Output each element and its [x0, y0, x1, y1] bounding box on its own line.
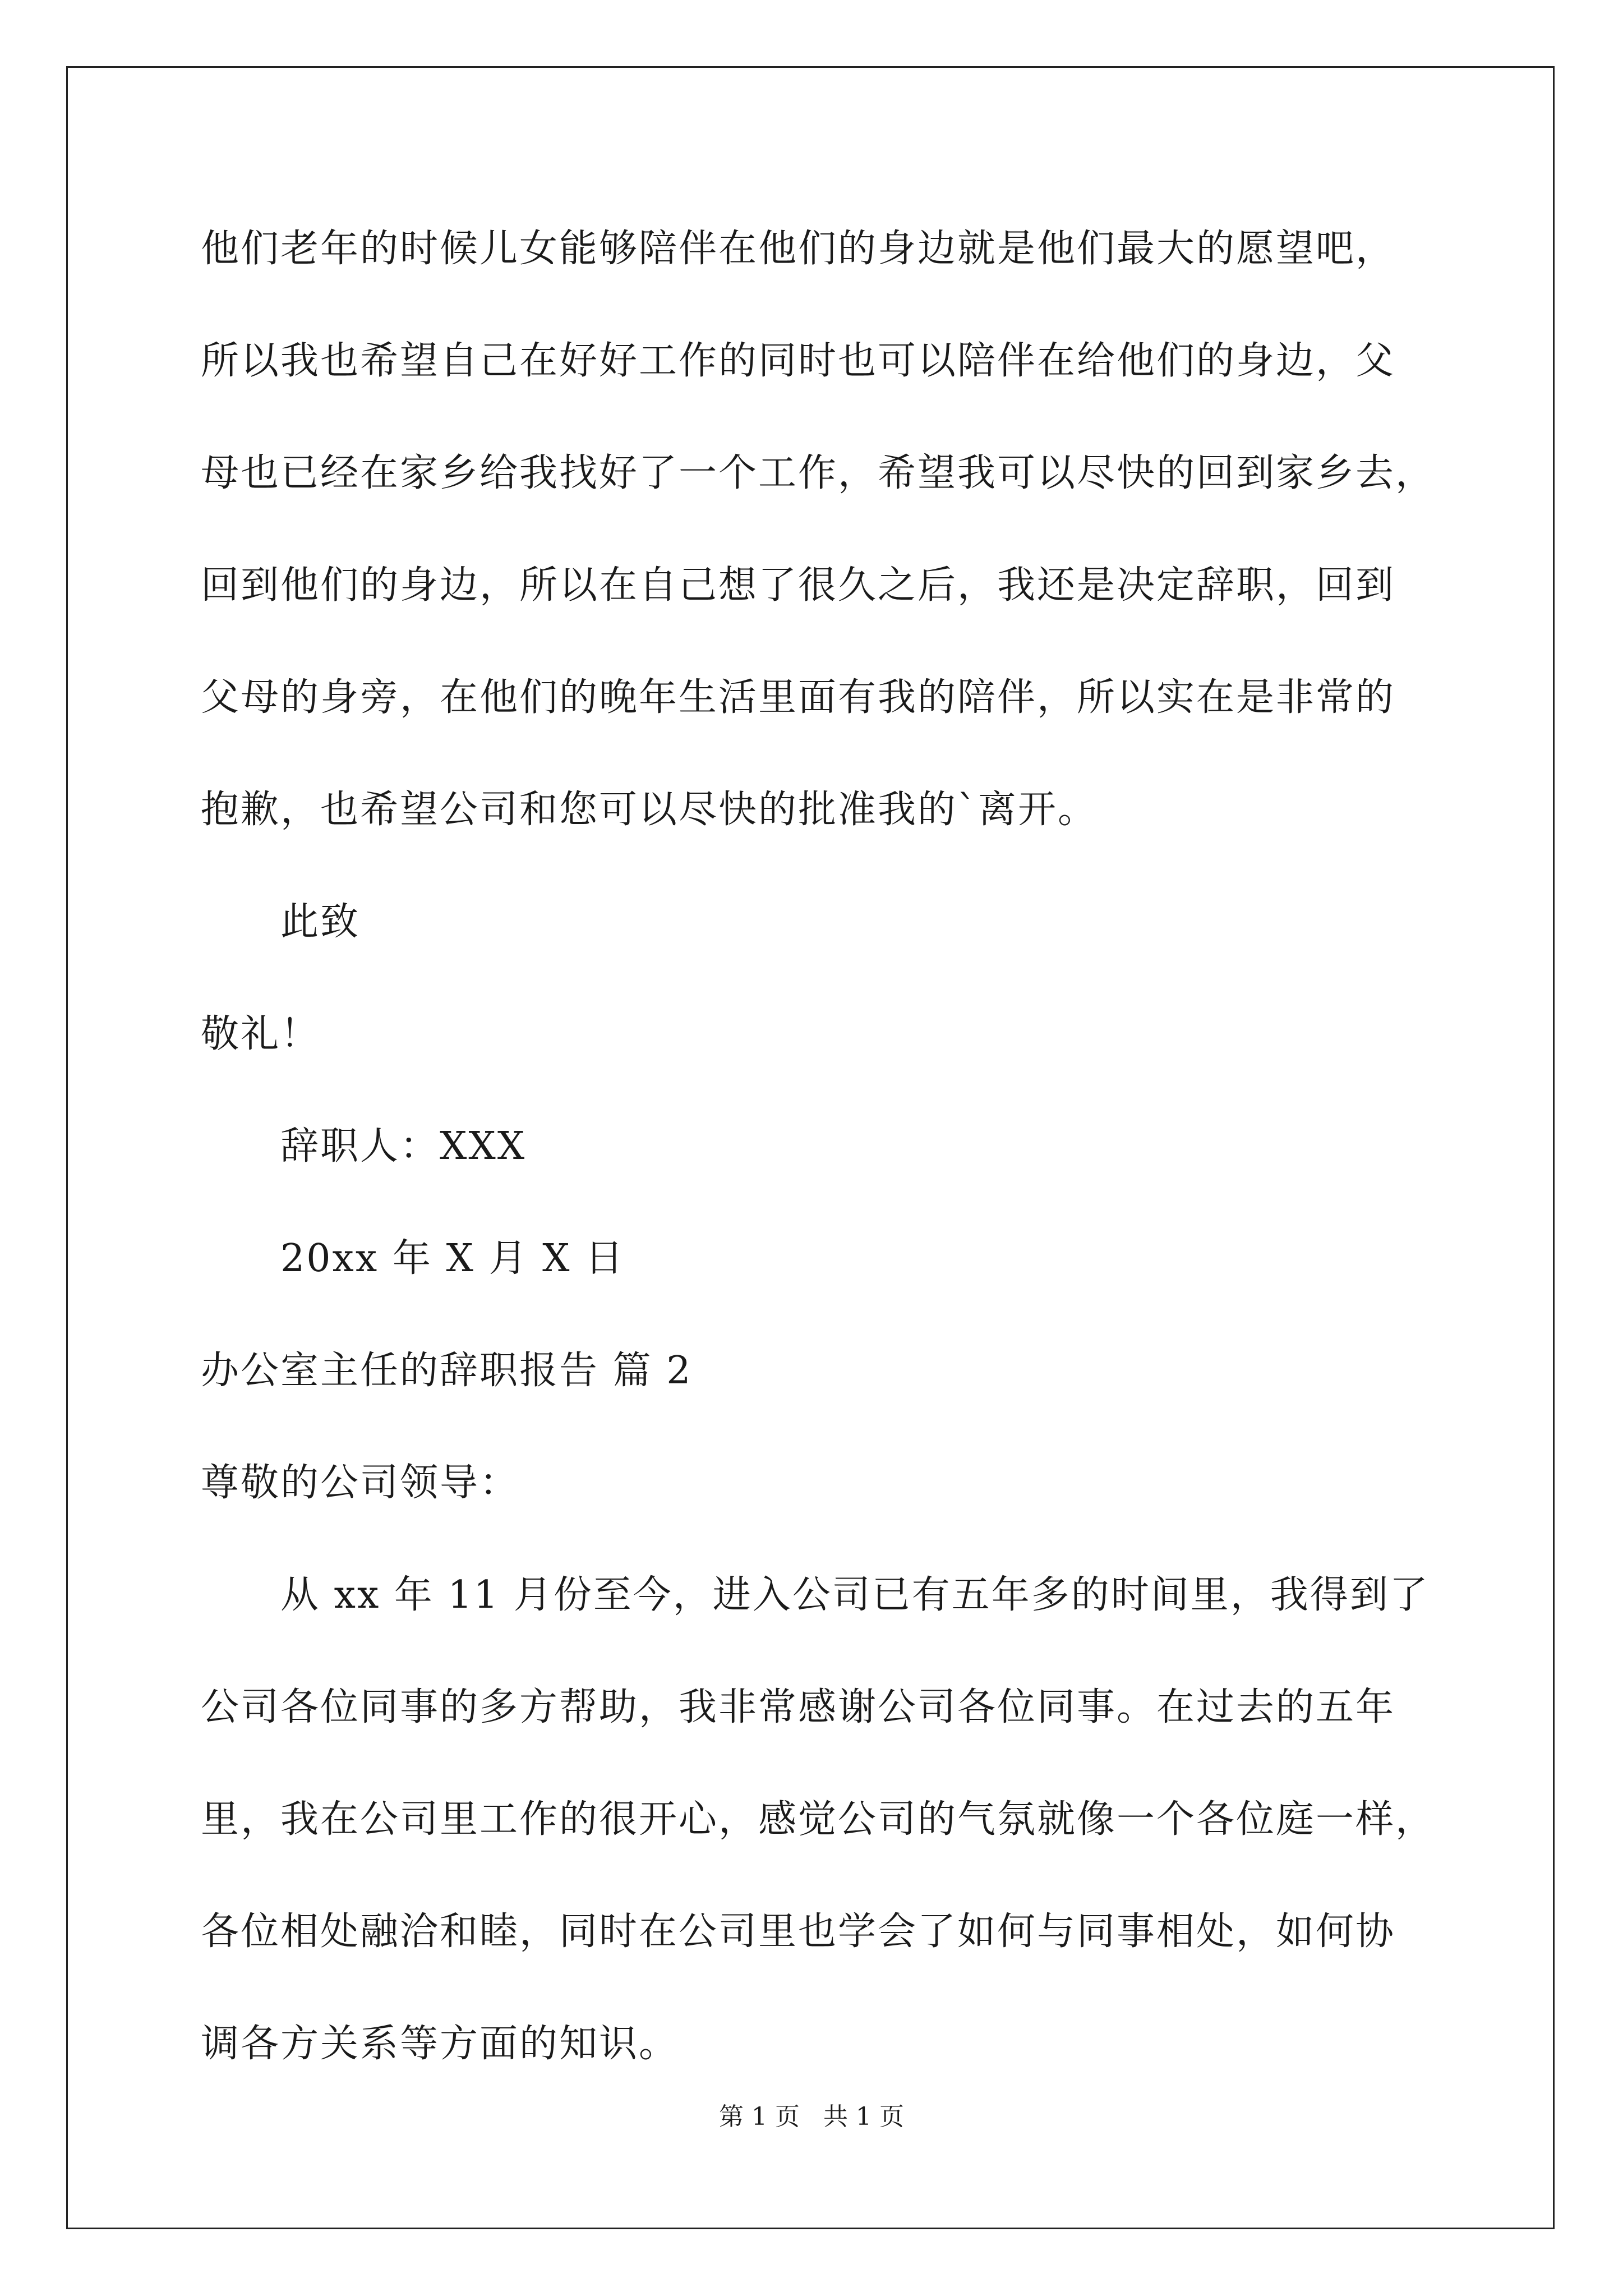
date-text: 20xx 年 X 月 X 日	[280, 1236, 625, 1281]
body-line-4: 回到他们的身边，所以在自己想了很久之后，我还是决定辞职，回到	[201, 563, 1396, 608]
page-footer: 第 1 页 共 1 页	[719, 2102, 904, 2131]
para2-line-5: 调各方关系等方面的知识。	[201, 2022, 679, 2066]
body-line-6: 抱歉，也希望公司和您可以尽快的批准我的`离开。	[201, 788, 1098, 832]
closing-text: 此致	[280, 900, 361, 944]
para2-line-2: 公司各位同事的多方帮助，我非常感谢公司各位同事。在过去的五年	[201, 1685, 1396, 1729]
salute-text: 敬礼！	[201, 1012, 321, 1056]
section-title: 办公室主任的辞职报告 篇 2	[201, 1349, 693, 1393]
greeting-text: 尊敬的公司领导：	[201, 1461, 520, 1505]
para2-line-3: 里，我在公司里工作的很开心，感觉公司的气氛就像一个各位庭一样，	[201, 1797, 1436, 1842]
para2-line-4: 各位相处融洽和睦，同时在公司里也学会了如何与同事相处，如何协	[201, 1910, 1396, 1954]
body-line-2: 所以我也希望自己在好好工作的同时也可以陪伴在给他们的身边，父	[201, 339, 1396, 383]
body-line-1: 他们老年的时候儿女能够陪伴在他们的身边就是他们最大的愿望吧，	[201, 227, 1396, 271]
para2-line-1: 从 xx 年 11 月份至今，进入公司已有五年多的时间里，我得到了	[280, 1573, 1430, 1617]
signer-text: 辞职人：XXX	[280, 1124, 527, 1168]
body-line-5: 父母的身旁，在他们的晚年生活里面有我的陪伴，所以实在是非常的	[201, 675, 1396, 720]
body-line-3: 母也已经在家乡给我找好了一个工作，希望我可以尽快的回到家乡去，	[201, 451, 1436, 495]
